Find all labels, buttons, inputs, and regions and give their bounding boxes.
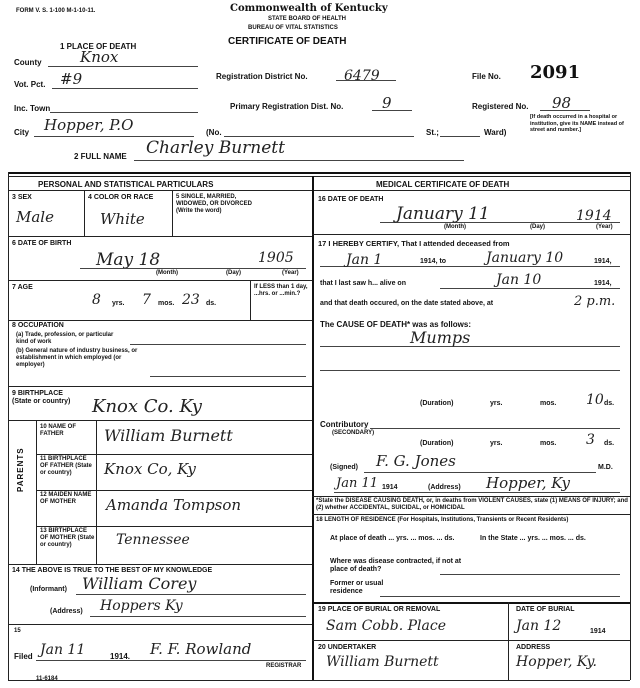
form-footer-code: 11-6184 [36, 676, 58, 682]
cause-footnote: *State the DISEASE CAUSING DEATH, or, in deaths from VIOLENT CAUSES, state (1) MEANS OF INJURY; and (2) whether ACCIDENTAL, SUICIDAL, or HOMICIDAL [316, 498, 628, 511]
signed-label: (Signed) [330, 464, 358, 471]
residence-label: 18 LENGTH OF RESIDENCE (For Hospitals, Institutions, Transients or Recent Residents) [316, 517, 569, 523]
last-saw-year: 1914, [594, 280, 612, 287]
at-place-label: At place of death ... yrs. ... mos. ... ds. [330, 535, 455, 542]
certify-text: 17 I HEREBY CERTIFY, That I attended deceased from [318, 239, 510, 248]
date-of-death-value: January 11 [396, 204, 490, 224]
dod-month-label: (Month) [444, 224, 466, 230]
state-board: STATE BOARD OF HEALTH [268, 16, 346, 22]
attended-to-year: 1914, [594, 258, 612, 265]
marital-label: 5 SINGLE, MARRIED, WIDOWED, OR DIVORCED (Write the word) [176, 194, 252, 214]
in-state-label: In the State ... yrs. ... mos. ... ds. [480, 535, 586, 542]
mother-name-label: 12 MAIDEN NAME OF MOTHER [40, 492, 92, 505]
burial-date-label: DATE OF BURIAL [516, 606, 575, 613]
less-than-label: If LESS than 1 day, ...hrs. or ...min.? [254, 284, 308, 297]
full-name-label: 2 FULL NAME [74, 152, 127, 161]
color-label: 4 COLOR OR RACE [88, 194, 154, 201]
mother-birthplace-label: 13 BIRTHPLACE OF MOTHER (State or country) [40, 528, 95, 548]
last-saw-text: that I last saw h... alive on [320, 280, 406, 287]
st-label: St.; [426, 128, 439, 137]
burial-place-value: Sam Cobb. Place [326, 618, 446, 634]
signed-address-label: (Address) [428, 484, 461, 491]
attended-from: Jan 1 [346, 252, 383, 268]
age-mos: 7 [142, 292, 151, 308]
place-of-death-heading: 1 PLACE OF DEATH [60, 42, 137, 51]
city-value: Hopper, P.O [44, 116, 134, 134]
md-label: M.D. [598, 464, 613, 471]
filed-date: Jan 11 [40, 642, 86, 658]
vot-pct-value: #9 [60, 70, 83, 88]
father-birthplace-label: 11 BIRTHPLACE OF FATHER (State or country) [40, 456, 92, 476]
contributory-label: Contributory [320, 420, 369, 429]
age-yrs-label: yrs. [112, 300, 125, 307]
attended-to: January 10 [486, 250, 564, 266]
where-contracted-label: Where was disease contracted, if not at place of death? [330, 558, 462, 573]
county-value: Knox [80, 48, 119, 66]
death-time: 2 p.m. [574, 294, 616, 309]
commonwealth-title: Commonwealth of Kentucky [230, 3, 388, 14]
filed-label: Filed [14, 652, 33, 661]
box-15-label: 15 [14, 628, 21, 634]
registered-no-label: Registered No. [472, 102, 529, 111]
age-yrs: 8 [92, 292, 101, 308]
certificate-title: CERTIFICATE OF DEATH [228, 36, 347, 47]
registrar-label: REGISTRAR [266, 663, 302, 669]
cause-value: Mumps [410, 328, 471, 347]
secondary-label: (SECONDARY) [332, 430, 375, 436]
duration-mos-label: mos. [540, 400, 557, 407]
dob-year: 1905 [258, 250, 294, 266]
father-name-label: 10 NAME OF FATHER [40, 424, 77, 437]
former-residence-label: Former or usual residence [330, 580, 384, 595]
reg-district-value: 6479 [344, 68, 380, 84]
dod-day-label: (Day) [530, 224, 546, 230]
informant-address-label: (Address) [50, 608, 83, 615]
age-ds: 23 [182, 292, 200, 308]
cause-label: The CAUSE OF DEATH* was as follows: [320, 320, 471, 329]
medical-heading: MEDICAL CERTIFICATE OF DEATH [376, 180, 510, 189]
informant-label: (Informant) [30, 586, 67, 593]
informant-heading: 14 THE ABOVE IS TRUE TO THE BEST OF MY KNOWLEDGE [12, 567, 213, 574]
informant-address-value: Hoppers Ky [100, 598, 183, 614]
contrib-yrs-label: yrs. [490, 440, 503, 447]
city-label: City [14, 128, 30, 137]
inc-town-label: Inc. Town [14, 104, 51, 113]
dob-day-label: (Day) [226, 270, 242, 276]
contrib-ds-label: ds. [604, 440, 615, 447]
signed-address-value: Hopper, Ky [486, 474, 570, 492]
signed-value: F. G. Jones [376, 452, 456, 470]
sex-label: 3 SEX [12, 194, 32, 201]
duration-label: (Duration) [420, 400, 454, 407]
mother-name-value: Amanda Tompson [106, 496, 242, 514]
bureau-title: BUREAU OF VITAL STATISTICS [248, 25, 338, 31]
undertaker-address-label: ADDRESS [516, 644, 551, 651]
county-label: County [14, 58, 42, 67]
dob-label: 6 DATE OF BIRTH [12, 240, 72, 247]
signed-date: Jan 11 [336, 476, 379, 491]
birthplace-value: Knox Co. Ky [92, 396, 202, 417]
contrib-mos-label: mos. [540, 440, 557, 447]
father-name-value: William Burnett [104, 426, 233, 445]
last-saw-date: Jan 10 [496, 272, 542, 288]
undertaker-label: 20 UNDERTAKER [318, 644, 377, 651]
undertaker-value: William Burnett [326, 654, 439, 670]
file-no-label: File No. [472, 72, 501, 81]
duration-ds-value: 10 [586, 392, 604, 408]
no-label: (No. [206, 128, 222, 137]
date-of-death-year: 1914 [576, 208, 612, 224]
death-occurred-text: and that death occured, on the date stated above, at [320, 300, 494, 307]
undertaker-address-value: Hopper, Ky. [516, 654, 597, 670]
occupation-label: 8 OCCUPATION [12, 322, 64, 329]
color-value: White [100, 210, 145, 228]
age-label: 7 AGE [12, 284, 33, 291]
dob-year-label: (Year) [282, 270, 299, 276]
occupation-b: (b) General nature of industry business, or establishment in which employed (or employer) [16, 348, 138, 368]
filed-year: 1914. [110, 652, 131, 661]
contrib-ds-value: 3 [586, 432, 595, 448]
mother-birthplace-value: Tennessee [116, 532, 190, 548]
form-number: FORM V. S. 1-100 M-1-10-11. [16, 8, 96, 14]
signed-year: 1914 [382, 484, 398, 491]
full-name-value: Charley Burnett [146, 138, 285, 158]
informant-value: William Corey [82, 574, 197, 593]
registered-no-value: 98 [552, 94, 572, 112]
father-birthplace-value: Knox Co, Ky [104, 460, 196, 478]
burial-date-value: Jan 12 [516, 618, 562, 634]
burial-year: 1914 [590, 628, 606, 635]
occupation-a: (a) Trade, profession, or particular kind of work [16, 332, 114, 345]
sex-value: Male [16, 208, 54, 226]
duration-ds-label: ds. [604, 400, 615, 407]
birthplace-label: 9 BIRTHPLACE (State or country) [12, 390, 71, 405]
primary-dist-value: 9 [382, 94, 392, 112]
hospital-note: [If death occurred in a hospital or institution, give its NAME instead of street and number.] [530, 114, 624, 133]
dod-year-label: (Year) [596, 224, 613, 230]
vot-pct-label: Vot. Pct. [14, 80, 46, 89]
registrar-name: F. F. Rowland [150, 640, 252, 658]
age-ds-label: ds. [206, 300, 217, 307]
attended-to-label: 1914, to [420, 258, 447, 265]
reg-district-label: Registration District No. [216, 72, 308, 81]
dob-month-label: (Month) [156, 270, 178, 276]
burial-place-label: 19 PLACE OF BURIAL OR REMOVAL [318, 606, 441, 613]
age-mos-label: mos. [158, 300, 175, 307]
contrib-duration-label: (Duration) [420, 440, 454, 447]
personal-heading: PERSONAL AND STATISTICAL PARTICULARS [38, 180, 214, 189]
ward-label: Ward) [484, 128, 507, 137]
duration-yrs-label: yrs. [490, 400, 503, 407]
primary-dist-label: Primary Registration Dist. No. [230, 102, 344, 111]
date-of-death-label: 16 DATE OF DEATH [318, 196, 384, 203]
dob-month-day: May 18 [96, 250, 161, 270]
file-no-value: 2091 [530, 62, 581, 83]
parents-label: PARENTS [16, 447, 25, 492]
